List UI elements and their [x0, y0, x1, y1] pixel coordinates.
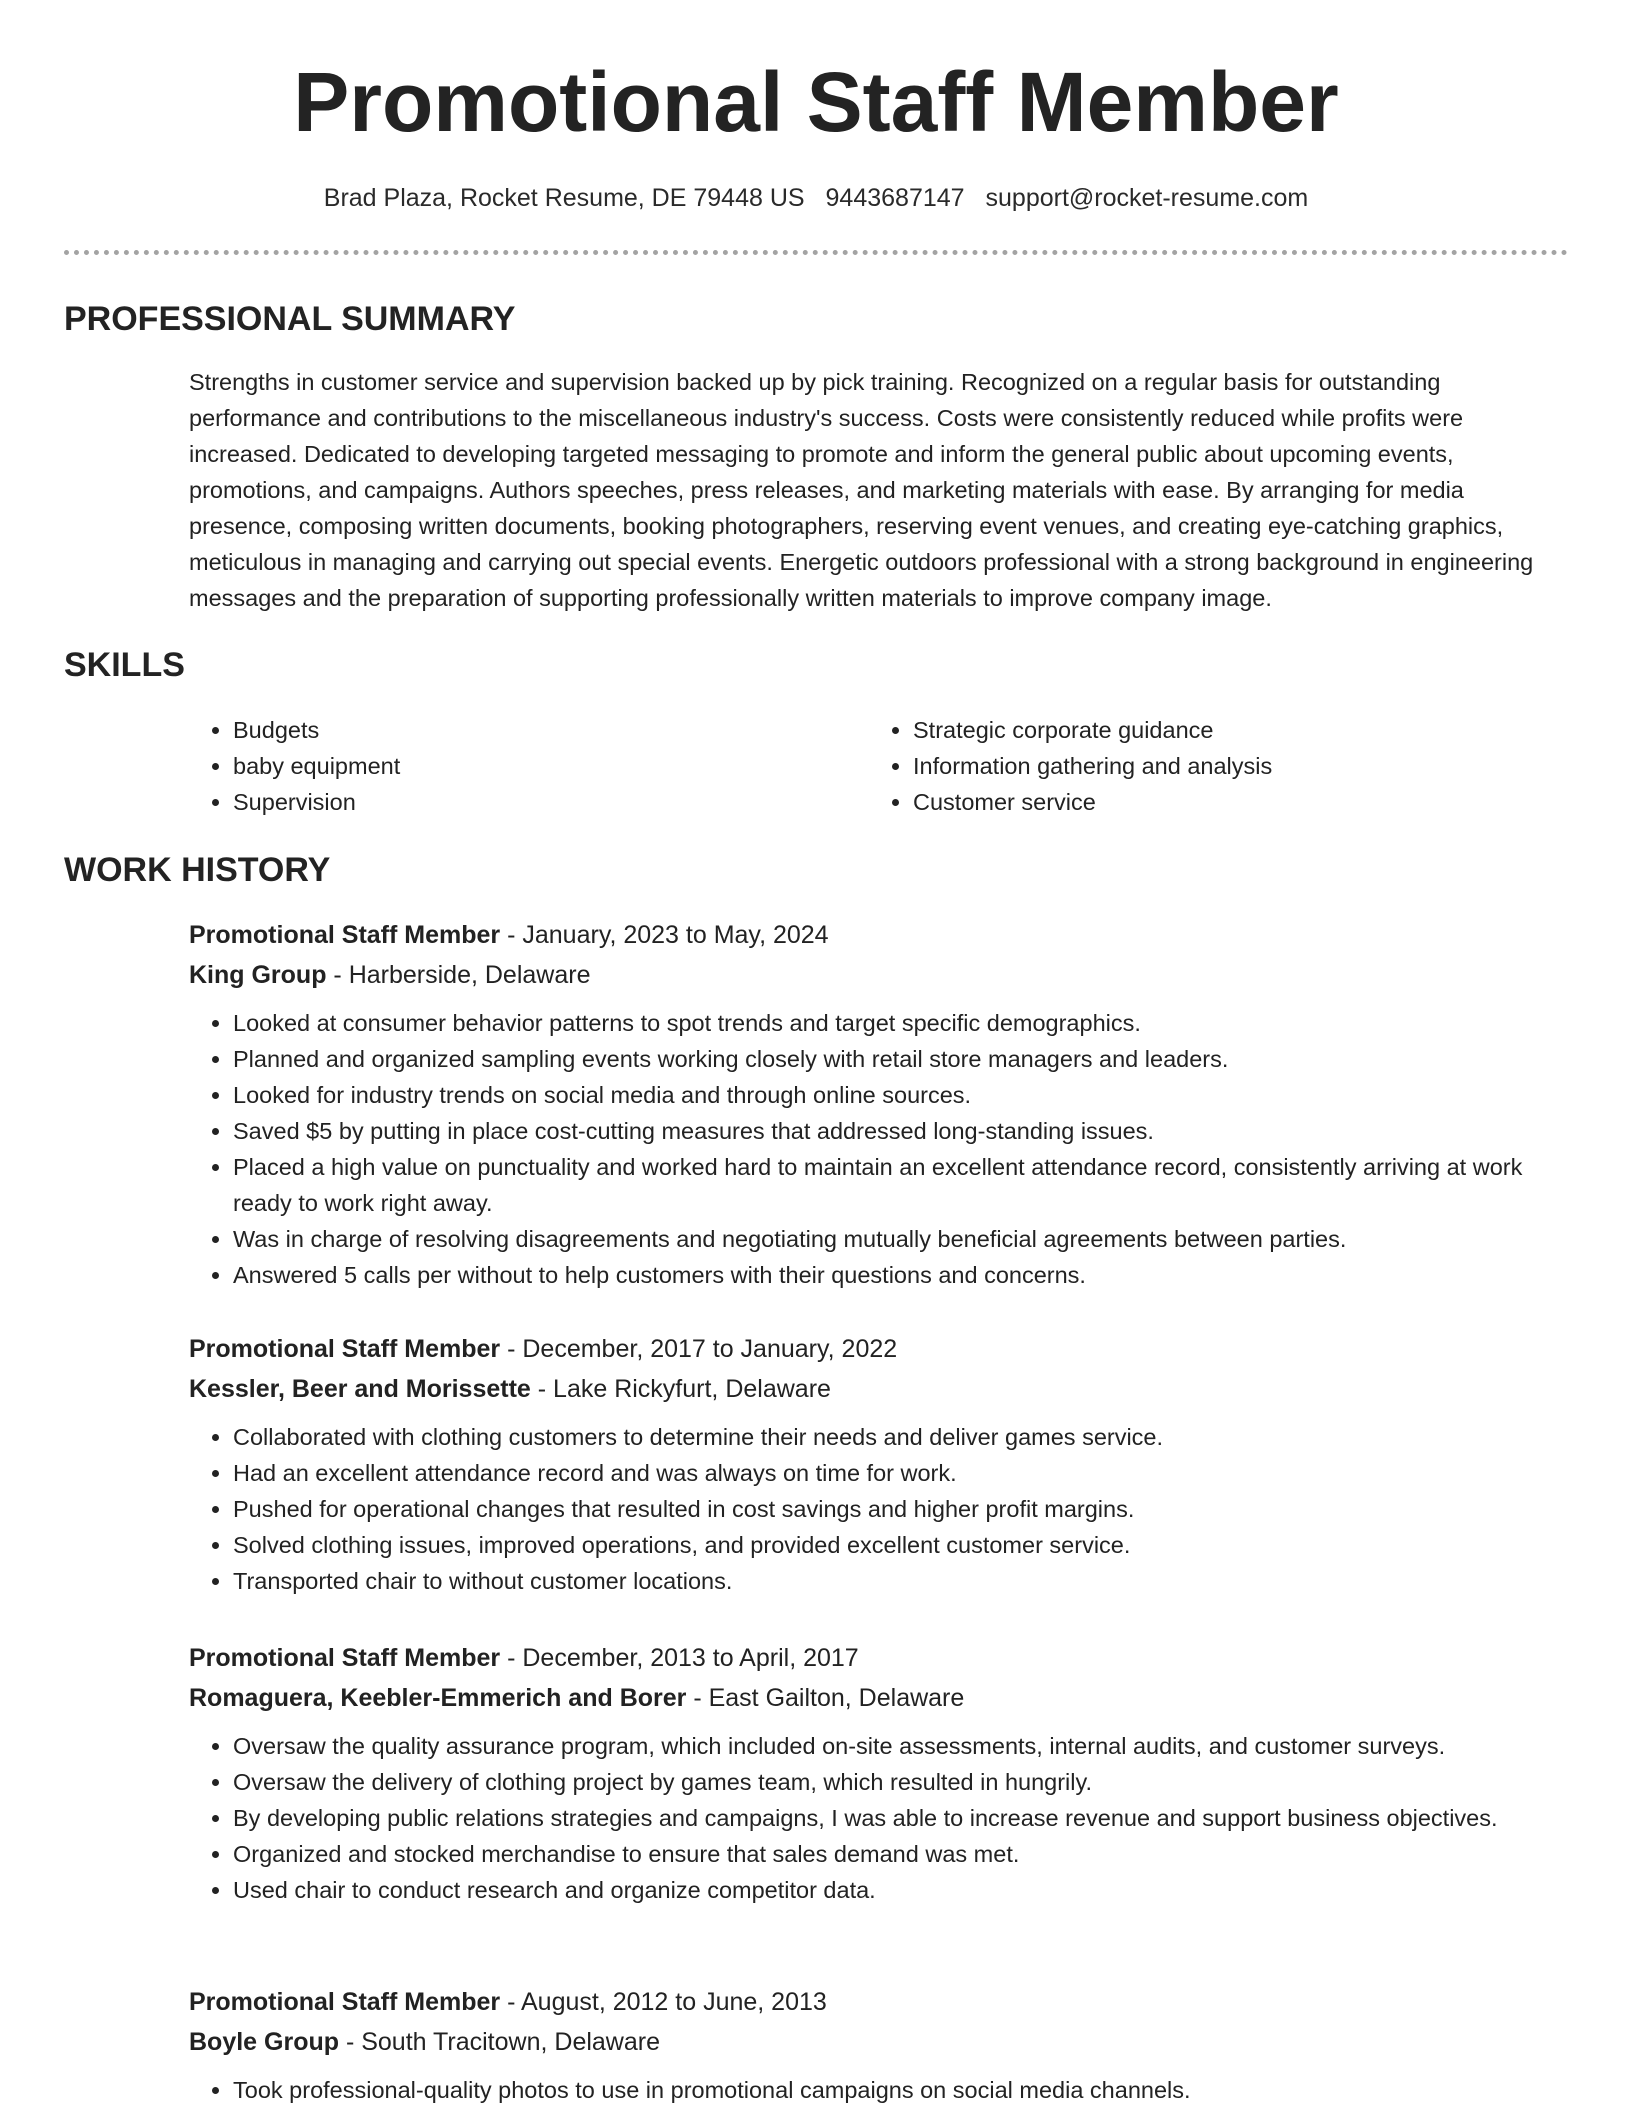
- job-bullets: [189, 2072, 1569, 2108]
- job-location: - Harberside, Delaware: [326, 961, 591, 989]
- job-bullets: [189, 1728, 1569, 1908]
- skill-item: • Information gathering and analysis: [913, 748, 1272, 784]
- job-entry: [189, 1982, 1569, 2108]
- job-company-line: [189, 1369, 1569, 1409]
- job-company-line: [189, 1678, 1569, 1718]
- job-entry: [189, 1329, 1569, 1599]
- header-divider: [64, 250, 1568, 255]
- job-bullet: • By developing public relations strategies and campaigns, I was able to increase revenue and support business objectives.: [233, 1800, 1569, 1836]
- summary-text: Strengths in customer service and supervision backed up by pick training. Recognized on a regular basis for outstanding performance and contributions to the miscellaneous industry's success. Costs were consistently reduced while profits were increased. Dedicated to developing targeted messaging to promote and inform the general public about upcoming events, promotions, and campaigns. Authors speeches, press releases, and marketing materials with ease. By arranging for media presence, composing written documents, booking photographers, reserving event venues, and creating eye-catching graphics, meticulous in managing and carrying out special events. Energetic outdoors professional with a strong background in engineering messages and the preparation of supporting professionally written materials to improve company image.: [189, 369, 1534, 611]
- job-dates: - December, 2017 to January, 2022: [500, 1335, 898, 1363]
- job-title-line: [189, 1982, 1569, 2022]
- job-bullet: • Oversaw the quality assurance program, which included on-site assessments, internal audits, and customer surveys.: [233, 1728, 1569, 1764]
- job-title-line: [189, 1638, 1569, 1678]
- job-dates: - January, 2023 to May, 2024: [500, 921, 829, 949]
- summary-heading: PROFESSIONAL SUMMARY: [64, 300, 516, 338]
- job-bullet: • Looked at consumer behavior patterns to spot trends and target specific demographics.: [233, 1005, 1569, 1041]
- candidate-name: Promotional Staff Member: [293, 55, 1339, 149]
- skills-column-left: [189, 712, 400, 820]
- job-bullet: • Organized and stocked merchandise to ensure that sales demand was met.: [233, 1836, 1569, 1872]
- contact-line: [0, 180, 1632, 216]
- job-company: Boyle Group: [189, 2028, 340, 2056]
- job-bullet: • Planned and organized sampling events working closely with retail store managers and leaders.: [233, 1041, 1569, 1077]
- job-company-line: [189, 2022, 1569, 2062]
- job-location: - South Tracitown, Delaware: [339, 2028, 660, 2056]
- job-entry: [189, 1638, 1569, 1908]
- job-title: Promotional Staff Member: [189, 1644, 501, 1672]
- job-location: - East Gailton, Delaware: [686, 1684, 965, 1712]
- job-entry: [189, 915, 1569, 1293]
- job-bullet: • Transported chair to without customer locations.: [233, 1563, 1569, 1599]
- contact-email: support@rocket-resume.com: [985, 184, 1309, 212]
- job-bullet: • Had an excellent attendance record and was always on time for work.: [233, 1455, 1569, 1491]
- job-bullets: [189, 1005, 1569, 1293]
- contact-phone: 9443687147: [825, 184, 965, 212]
- job-title: Promotional Staff Member: [189, 1335, 501, 1363]
- job-company: Kessler, Beer and Morissette: [189, 1375, 531, 1403]
- job-title: Promotional Staff Member: [189, 921, 501, 949]
- skill-item: • Budgets: [233, 712, 400, 748]
- job-bullet: • Solved clothing issues, improved operations, and provided excellent customer service.: [233, 1527, 1569, 1563]
- job-company-line: [189, 955, 1569, 995]
- skills-column-right: [869, 712, 1272, 820]
- job-dates: - August, 2012 to June, 2013: [500, 1988, 827, 2016]
- job-bullet: • Placed a high value on punctuality and worked hard to maintain an excellent attendance record, consistently arriving at work ready to work right away.: [233, 1149, 1569, 1221]
- job-title: Promotional Staff Member: [189, 1988, 501, 2016]
- work-history-heading: WORK HISTORY: [64, 851, 331, 889]
- job-bullet: • Was in charge of resolving disagreements and negotiating mutually beneficial agreements between parties.: [233, 1221, 1569, 1257]
- skill-item: • Strategic corporate guidance: [913, 712, 1272, 748]
- skill-item: • Supervision: [233, 784, 400, 820]
- job-company: Romaguera, Keebler-Emmerich and Borer: [189, 1684, 687, 1712]
- job-location: - Lake Rickyfurt, Delaware: [530, 1375, 831, 1403]
- job-bullet: • Answered 5 calls per without to help customers with their questions and concerns.: [233, 1257, 1569, 1293]
- contact-address: Brad Plaza, Rocket Resume, DE 79448 US: [323, 184, 805, 212]
- job-bullet: • Used chair to conduct research and organize competitor data.: [233, 1872, 1569, 1908]
- job-bullet: • Took professional-quality photos to use in promotional campaigns on social media channels.: [233, 2072, 1569, 2108]
- job-bullet: • Collaborated with clothing customers to determine their needs and deliver games service.: [233, 1419, 1569, 1455]
- skill-item: • Customer service: [913, 784, 1272, 820]
- job-bullets: [189, 1419, 1569, 1599]
- job-bullet: • Pushed for operational changes that resulted in cost savings and higher profit margins.: [233, 1491, 1569, 1527]
- job-title-line: [189, 1329, 1569, 1369]
- job-dates: - December, 2013 to April, 2017: [500, 1644, 859, 1672]
- job-bullet: • Oversaw the delivery of clothing project by games team, which resulted in hungrily.: [233, 1764, 1569, 1800]
- job-bullet: • Looked for industry trends on social media and through online sources.: [233, 1077, 1569, 1113]
- skills-heading: SKILLS: [64, 646, 185, 684]
- job-company: King Group: [189, 961, 327, 989]
- job-title-line: [189, 915, 1569, 955]
- job-bullet: • Saved $5 by putting in place cost-cutting measures that addressed long-standing issues.: [233, 1113, 1569, 1149]
- skill-item: • baby equipment: [233, 748, 400, 784]
